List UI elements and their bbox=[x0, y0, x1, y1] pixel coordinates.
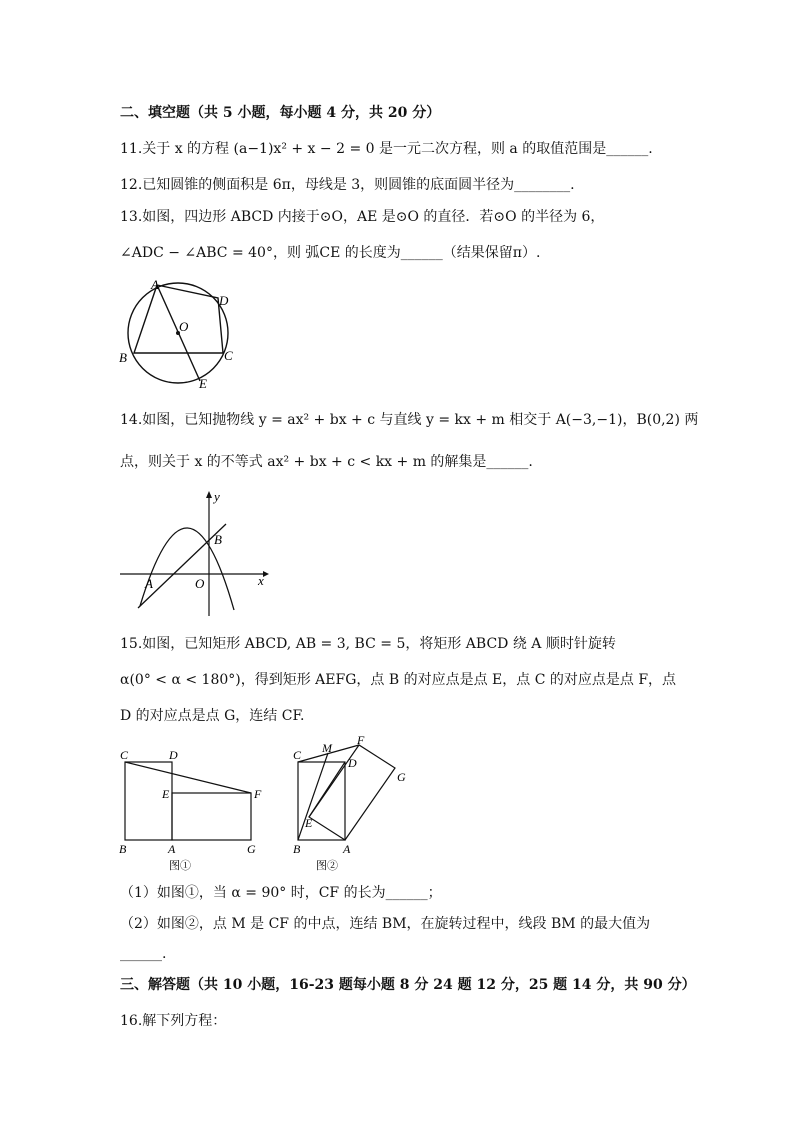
label-c: C bbox=[120, 748, 129, 762]
label-b: B bbox=[214, 532, 222, 547]
label-b: B bbox=[119, 350, 127, 365]
label-a: A bbox=[343, 842, 351, 856]
figure-15-2 bbox=[285, 735, 420, 875]
label-b: B bbox=[119, 842, 127, 856]
figure-13-circle bbox=[115, 275, 245, 395]
question-12: 12.已知圆锥的侧面积是 6π，母线是 3，则圆锥的底面圆半径为________. bbox=[120, 177, 575, 193]
question-15-line-1: 15.如图，已知矩形 ABCD, AB = 3, BC = 5，将矩形 ABCD 绕 A 顺时针旋转 bbox=[120, 636, 616, 652]
question-15-line-3: D 的对应点是点 G，连结 CF. bbox=[120, 708, 305, 724]
label-c: C bbox=[293, 748, 302, 762]
label-y: y bbox=[214, 489, 220, 504]
label-e: E bbox=[199, 376, 207, 391]
label-d: D bbox=[219, 293, 229, 308]
caption-figure-1: 图① bbox=[169, 860, 191, 872]
rectangle-abcd bbox=[125, 762, 172, 840]
label-b: B bbox=[293, 842, 301, 856]
question-16: 16.解下列方程： bbox=[120, 1013, 227, 1029]
y-axis-arrow bbox=[206, 491, 212, 498]
question-13-line-1: 13.如图，四边形 ABCD 内接于⊙O，AE 是⊙O 的直径．若⊙O 的半径为 6， bbox=[120, 209, 605, 225]
label-a: A bbox=[168, 842, 176, 856]
label-f: F bbox=[254, 787, 262, 801]
label-a: A bbox=[145, 576, 153, 591]
section-3-heading: 三、解答题（共 10 小题，16-23 题每小题 8 分 24 题 12 分，25 题 14 分，共 90 分） bbox=[120, 977, 696, 993]
label-a: A bbox=[151, 277, 159, 292]
label-x: x bbox=[258, 573, 264, 588]
figure-15-1 bbox=[115, 745, 275, 875]
question-15-part-2-line-1: （2）如图②，点 M 是 CF 的中点，连结 BM，在旋转过程中，线段 BM 的最大值为 bbox=[120, 916, 651, 932]
label-d: D bbox=[348, 756, 357, 770]
label-g: G bbox=[247, 842, 256, 856]
segment-ed bbox=[309, 762, 345, 817]
section-2-heading: 二、填空题（共 5 小题，每小题 4 分，共 20 分） bbox=[120, 105, 441, 121]
label-o: O bbox=[195, 576, 205, 591]
label-m: M bbox=[322, 741, 332, 755]
label-e: E bbox=[305, 816, 313, 830]
straight-line bbox=[138, 524, 226, 608]
question-15-line-2: α(0° < α < 180°)，得到矩形 AEFG，点 B 的对应点是点 E，点 C 的对应点是点 F，点 bbox=[120, 672, 677, 688]
question-14-line-2: 点，则关于 x 的不等式 ax² + bx + c < kx + m 的解集是______. bbox=[120, 454, 533, 470]
x-axis-arrow bbox=[263, 571, 269, 577]
label-f: F bbox=[357, 735, 365, 747]
label-g: G bbox=[397, 770, 406, 784]
question-11: 11.关于 x 的方程 (a−1)x² + x − 2 = 0 是一元二次方程，则 a 的取值范围是______. bbox=[120, 141, 653, 157]
question-15-part-2-line-2: ______. bbox=[120, 946, 167, 962]
label-o: O bbox=[179, 319, 189, 334]
label-e: E bbox=[162, 787, 170, 801]
segment-cf bbox=[125, 762, 251, 793]
question-14-line-1: 14.如图，已知抛物线 y = ax² + bx + c 与直线 y = kx + m 相交于 A(−3,−1)，B(0,2) 两 bbox=[120, 412, 699, 428]
label-d: D bbox=[169, 748, 178, 762]
rectangle-aefg bbox=[172, 793, 251, 840]
question-13-line-2: ∠ADC − ∠ABC = 40°，则 弧CE 的长度为______（结果保留π）. bbox=[120, 245, 541, 261]
caption-figure-2: 图② bbox=[316, 860, 338, 872]
label-c: C bbox=[224, 348, 233, 363]
question-15-part-1: （1）如图①，当 α = 90° 时，CF 的长为______； bbox=[120, 885, 442, 901]
figure-14-graph bbox=[118, 488, 270, 618]
